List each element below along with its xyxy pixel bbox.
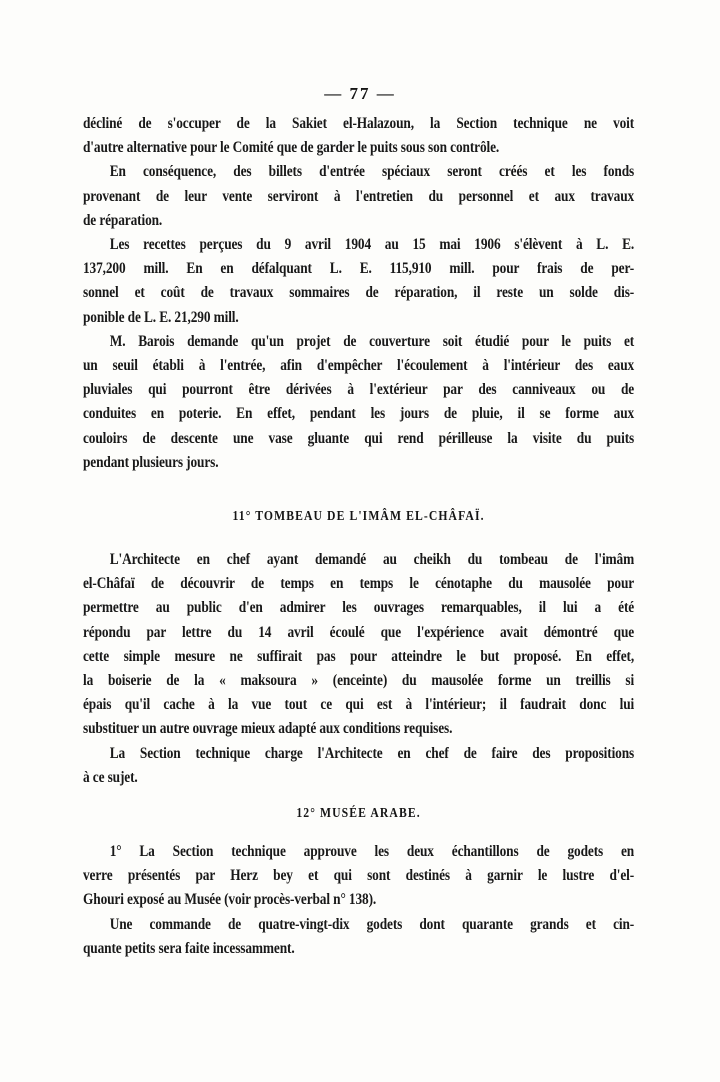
text-line: répondu par lettre du 14 avril écoulé que l'expérience avait démontré que xyxy=(83,623,635,641)
text-line: M. Barois demande qu'un projet de couverture soit étudié pour le puits et xyxy=(109,332,635,350)
text-line: Ghouri exposé au Musée (voir procès-verbal n° 138). xyxy=(83,891,377,909)
text-line: L'Architecte en chef ayant demandé au cheikh du tombeau de l'imâm xyxy=(109,551,635,569)
paragraph xyxy=(83,548,634,742)
text-line: quante petits sera faite incessamment. xyxy=(83,939,295,957)
text-line: 137,200 mill. En en défalquant L. E. 115,910 mill. pour frais de per- xyxy=(83,260,635,278)
paragraph xyxy=(83,112,634,160)
section-heading-tombeau: 11° TOMBEAU DE L'IMÂM EL-CHÂFAÏ. xyxy=(232,509,485,525)
text-line: un seuil établi à l'entrée, afin d'empêcher l'écoulement à l'intérieur des eaux xyxy=(83,357,635,375)
text-column xyxy=(83,112,634,961)
paragraph xyxy=(83,160,634,233)
text-line: permettre au public d'en admirer les ouvrages remarquables, il lui a été xyxy=(83,599,635,617)
paragraph xyxy=(83,330,634,475)
text-line: ponible de L. E. 21,290 mill. xyxy=(83,308,239,326)
text-line: Les recettes perçues du 9 avril 1904 au 15 mai 1906 s'élèvent à L. E. xyxy=(109,236,635,254)
text-line: pluviales qui pourront être dérivées à l'extérieur par des canniveaux ou de xyxy=(83,381,635,399)
page-number: — 77 — xyxy=(324,84,396,103)
text-line: à ce sujet. xyxy=(83,768,138,786)
text-line: la boiserie de la « maksoura » (enceinte) du mausolée forme un treillis si xyxy=(83,672,635,690)
text-line: La Section technique charge l'Architecte en chef de faire des propositions xyxy=(109,744,635,762)
paragraph xyxy=(83,233,634,330)
text-line: pendant plusieurs jours. xyxy=(83,453,219,471)
text-line: décliné de s'occuper de la Sakiet el-Halazoun, la Section technique ne voit xyxy=(83,115,635,132)
text-line: épais qu'il cache à la vue tout ce qui est à l'intérieur; il faudrait donc lui xyxy=(83,696,635,714)
paragraph xyxy=(83,913,634,961)
text-line: provenant de leur vente serviront à l'entretien du personnel et aux travaux xyxy=(83,187,635,205)
text-line: Une commande de quatre-vingt-dix godets dont quarante grands et cin- xyxy=(109,915,635,933)
text-line: couloirs de descente une vase gluante qui rend périlleuse la visite du puits xyxy=(83,429,635,447)
text-line: En conséquence, des billets d'entrée spéciaux seront créés et les fonds xyxy=(109,163,635,181)
text-line: verre présentés par Herz bey et qui sont destinés à garnir le lustre d'el- xyxy=(83,867,635,885)
text-line: el-Châfaï de découvrir de temps en temps le cénotaphe du mausolée pour xyxy=(83,575,635,593)
text-line: substituer un autre ouvrage mieux adapté aux conditions requises. xyxy=(83,720,453,738)
text-line: sonnel et coût de travaux sommaires de réparation, il reste un solde dis- xyxy=(83,284,635,302)
text-line: conduites en poterie. En effet, pendant les jours de pluie, il se forme aux xyxy=(83,405,635,423)
paragraph xyxy=(83,840,634,913)
section-heading-musee-arabe: 12° MUSÉE ARABE. xyxy=(296,806,421,822)
text-line: d'autre alternative pour le Comité que de garder le puits sous son contrôle. xyxy=(83,139,500,157)
text-line: de réparation. xyxy=(83,211,163,229)
text-line: 1° La Section technique approuve les deux échantillons de godets en xyxy=(109,843,635,861)
paragraph xyxy=(83,742,634,790)
text-line: cette simple mesure ne suffirait pas pour atteindre le but proposé. En effet, xyxy=(83,647,635,665)
